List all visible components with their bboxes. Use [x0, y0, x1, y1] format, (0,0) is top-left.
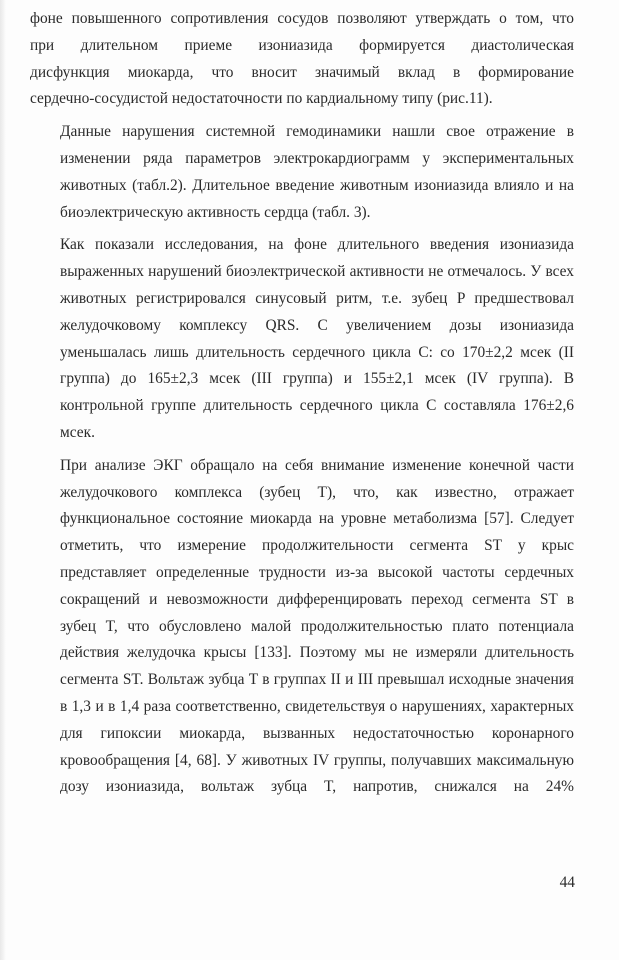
paragraph-1: [30, 6, 574, 113]
text-line: контрольной группе длительность сердечного цикла C составляла 176±2,6: [60, 397, 574, 415]
text-line: отметить, что измерение продолжительности сегмента ST у крыс: [60, 537, 574, 555]
text-line: при длительном приеме изониазида формируется диастолическая: [30, 36, 574, 54]
text-line: изменении ряда параметров электрокардиограмм у экспериментальных: [60, 149, 574, 167]
text-line: животных регистрировался синусовый ритм, т.е. зубец P предшествовал: [60, 289, 574, 307]
text-line: желудочковому комплексу QRS. С увеличением дозы изониазида: [60, 316, 574, 334]
page-number: 44: [559, 874, 575, 891]
text-line: в 1,3 и в 1,4 раза соответственно, свидетельствуя о нарушениях, характерных: [60, 697, 574, 715]
text-line: дозу изониазида, вольтаж зубца T, напротив, снижался на 24%: [60, 778, 574, 796]
text-line: функциональное состояние миокарда на уровне метаболизма [57]. Следует: [60, 510, 574, 528]
text-line: кровообращения [4, 68]. У животных IV группы, получавших максимальную: [60, 751, 574, 769]
text-line: Данные нарушения системной гемодинамики нашли свое отражение в: [60, 123, 574, 141]
text-line: животных (табл.2). Длительное введение животным изониазида влияло и на: [60, 176, 574, 194]
text-line: уменьшалась лишь длительность сердечного цикла C: со 170±2,2 мсек (II: [60, 343, 574, 361]
body-text: [30, 6, 574, 801]
text-line: действия желудочка крысы [133]. Поэтому мы не измеряли длительность: [60, 644, 574, 662]
text-line: фоне повышенного сопротивления сосудов позволяют утверждать о том, что: [30, 10, 574, 27]
text-line: желудочкового комплекса (зубец T), что, как известно, отражает: [60, 483, 574, 501]
text-line: выраженных нарушений биоэлектрической активности не отмечалось. У всех: [60, 263, 574, 281]
text-line: дисфункция миокарда, что вносит значимый вклад в формирование: [30, 63, 574, 81]
text-line: зубец T, что обусловлено малой продолжительностью плато потенциала: [60, 617, 574, 635]
paragraph-2: [30, 119, 574, 226]
text-line: сердечно-сосудистой недостаточности по кардиальному типу (рис.11).: [30, 90, 493, 108]
text-line: представляет определенные трудности из-за высокой частоты сердечных: [60, 563, 574, 581]
text-line: Как показали исследования, на фоне длительного введения изониазида: [60, 236, 574, 254]
text-line: сокращений и невозможности дифференцировать переход сегмента ST в: [60, 590, 574, 608]
paragraph-4: [30, 453, 574, 801]
page-edge-shadow: [0, 0, 6, 960]
text-line: При анализе ЭКГ обращало на себя внимание изменение конечной части: [60, 456, 574, 474]
text-line: мсек.: [60, 423, 95, 441]
paragraph-3: [30, 232, 574, 446]
text-line: биоэлектрическую активность сердца (табл. 3).: [60, 203, 371, 221]
text-line: для гипоксии миокарда, вызванных недостаточностью коронарного: [60, 724, 574, 742]
text-line: группа) до 165±2,3 мсек (III группа) и 155±2,1 мсек (IV группа). В: [60, 370, 574, 388]
text-line: сегмента ST. Вольтаж зубца T в группах II и III превышал исходные значения: [60, 671, 574, 689]
